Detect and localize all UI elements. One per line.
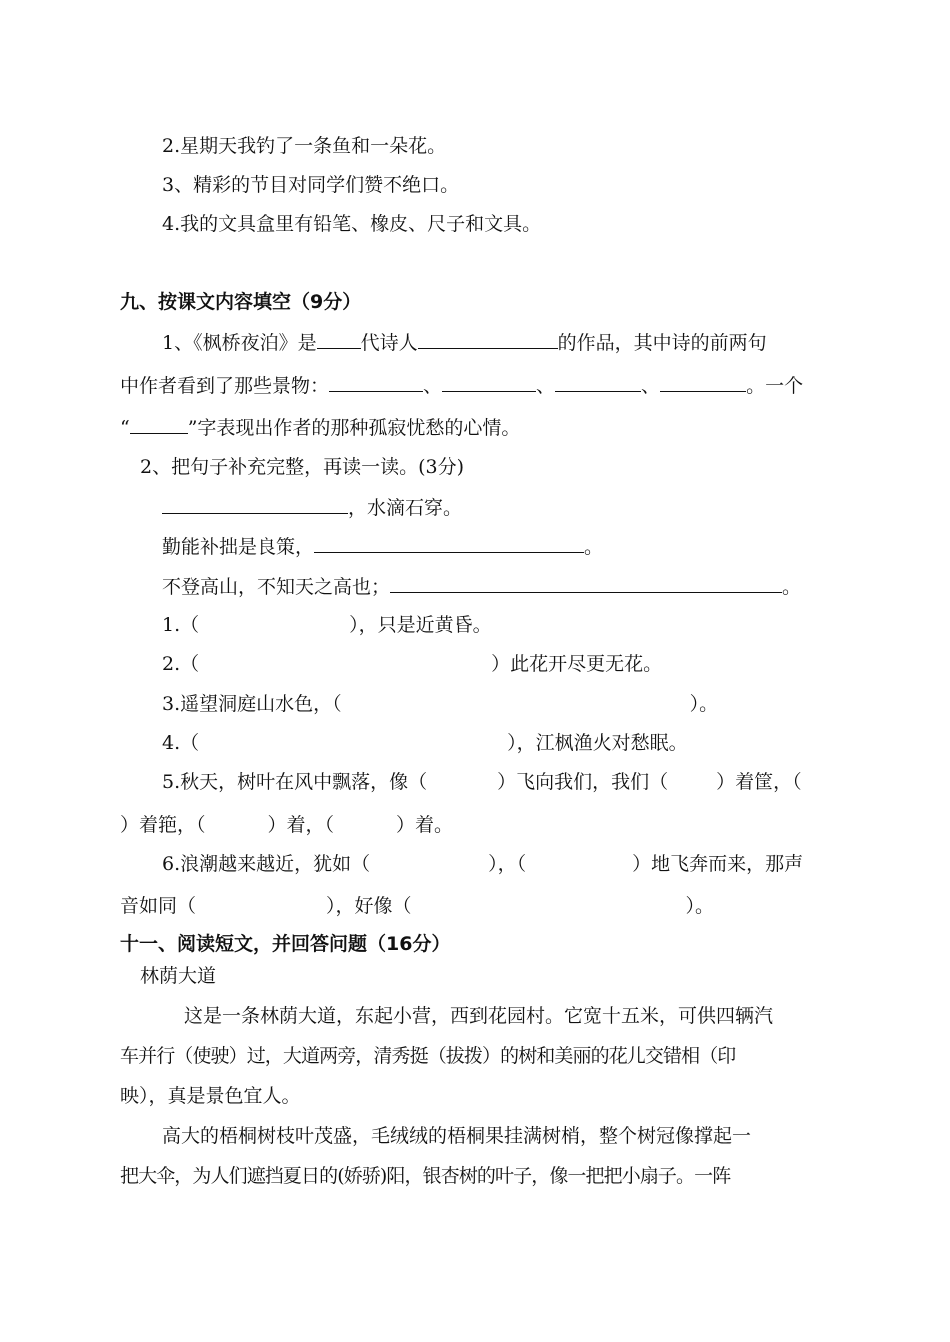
poem-4-end: ），江枫渔火对愁眠。 [507, 732, 688, 754]
item-5-f: ）着。 [396, 814, 454, 836]
sentence-3: 3、精彩的节目对同学们赞不绝口。 [162, 174, 460, 196]
dynasty-blank[interactable] [317, 328, 361, 349]
poem-line-4 [162, 729, 688, 757]
passage-title: 林荫大道 [140, 965, 217, 987]
item-5-line-2 [120, 811, 453, 839]
item-6-b: ），（ [488, 853, 527, 875]
q1-text-a: 1、《枫桥夜泊》是 [162, 332, 317, 354]
q1-text-d: 中作者看到了那些景物： [120, 375, 330, 397]
scenery-blank-3[interactable] [555, 371, 641, 392]
sentence-4: 4.我的文具盒里有铅笔、橡皮、尺子和文具。 [162, 213, 542, 235]
saying-1-blank[interactable] [162, 493, 348, 514]
item-6-line-1 [162, 850, 803, 878]
poem-line-1 [162, 611, 492, 639]
item-6-d: 音如同（ [120, 895, 197, 917]
item-6-line-2 [120, 892, 714, 920]
para-2-line-1: 高大的梧桐树枝叶茂盛，毛绒绒的梧桐果挂满树梢，整个树冠像撑起一 [162, 1125, 752, 1147]
open-quote: “ [120, 417, 130, 439]
item-5-b: ）飞向我们，我们（ [497, 771, 669, 793]
poem-1-start: 1.（ [162, 614, 200, 636]
separator: 、 [641, 375, 661, 397]
scenery-blank-2[interactable] [442, 371, 536, 392]
poem-2-end: ）此花开尽更无花。 [491, 653, 663, 675]
poem-line-3 [162, 690, 718, 718]
scenery-blank-1[interactable] [329, 371, 423, 392]
q1-line-3 [120, 413, 520, 442]
para-2-line-2: 把大伞，为人们遮挡夏日的(娇骄)阳，银杏树的叶子，像一把把小扇子。一阵 [120, 1165, 731, 1187]
saying-2-end: 。 [584, 536, 604, 558]
q1-text-e: 。一个 [746, 375, 804, 397]
q1-line-1 [162, 328, 767, 357]
saying-3 [162, 572, 801, 601]
poem-1-end: ），只是近黄昏。 [349, 614, 492, 636]
poem-line-2 [162, 650, 662, 678]
saying-1-end: ，水滴石穿。 [348, 497, 463, 519]
q1-text-g: ”字表现出作者的那种孤寂忧愁的心情。 [187, 417, 521, 439]
item-6-f: ）。 [685, 895, 715, 917]
q2-title: 2、把句子补充完整，再读一读。(3分) [140, 456, 465, 478]
scenery-blank-4[interactable] [660, 371, 746, 392]
poem-2-start: 2.（ [162, 653, 200, 675]
item-6-a: 6.浪潮越来越近，犹如（ [162, 853, 371, 875]
poet-blank[interactable] [418, 328, 558, 349]
saying-3-blank[interactable] [390, 572, 782, 593]
emotion-char-blank[interactable] [130, 413, 188, 434]
item-5-d: ）着筢，（ [120, 814, 206, 836]
item-5-e: ）着，（ [267, 814, 335, 836]
saying-1 [162, 493, 462, 522]
section-11-heading: 十一、阅读短文，并回答问题（16分） [120, 933, 451, 955]
item-6-e: ），好像（ [326, 895, 412, 917]
item-5-line-1 [162, 768, 802, 796]
saying-3-end: 。 [782, 576, 802, 598]
para-1-line-2: 车并行（使驶）过，大道两旁，清秀挺（拔拨）的树和美丽的花儿交错相（印 [120, 1045, 736, 1067]
item-6-c: ）地飞奔而来，那声 [632, 853, 804, 875]
saying-2-blank[interactable] [314, 532, 584, 553]
separator: 、 [423, 375, 443, 397]
para-1-line-1: 这是一条林荫大道，东起小营，西到花园村。它宽十五米，可供四辆汽 [184, 1005, 774, 1027]
section-9-heading: 九、按课文内容填空（9分） [120, 291, 362, 313]
saying-2-start: 勤能补拙是良策， [162, 536, 315, 558]
item-5-a: 5.秋天，树叶在风中飘落，像（ [162, 771, 428, 793]
saying-2 [162, 532, 603, 561]
poem-3-end: ）。 [689, 693, 719, 715]
separator: 、 [536, 375, 556, 397]
item-5-c: ）着筐，（ [716, 771, 802, 793]
sentence-2: 2.星期天我钓了一条鱼和一朵花。 [162, 135, 447, 157]
poem-4-start: 4.（ [162, 732, 200, 754]
saying-3-start: 不登高山，不知天之高也； [162, 576, 391, 598]
q1-line-2 [120, 371, 803, 400]
q1-text-b: 代诗人 [360, 332, 418, 354]
para-1-line-3: 映），真是景色宜人。 [120, 1085, 301, 1107]
poem-3-start: 3.遥望洞庭山水色，（ [162, 693, 342, 715]
q1-text-c: 的作品，其中诗的前两句 [557, 332, 767, 354]
